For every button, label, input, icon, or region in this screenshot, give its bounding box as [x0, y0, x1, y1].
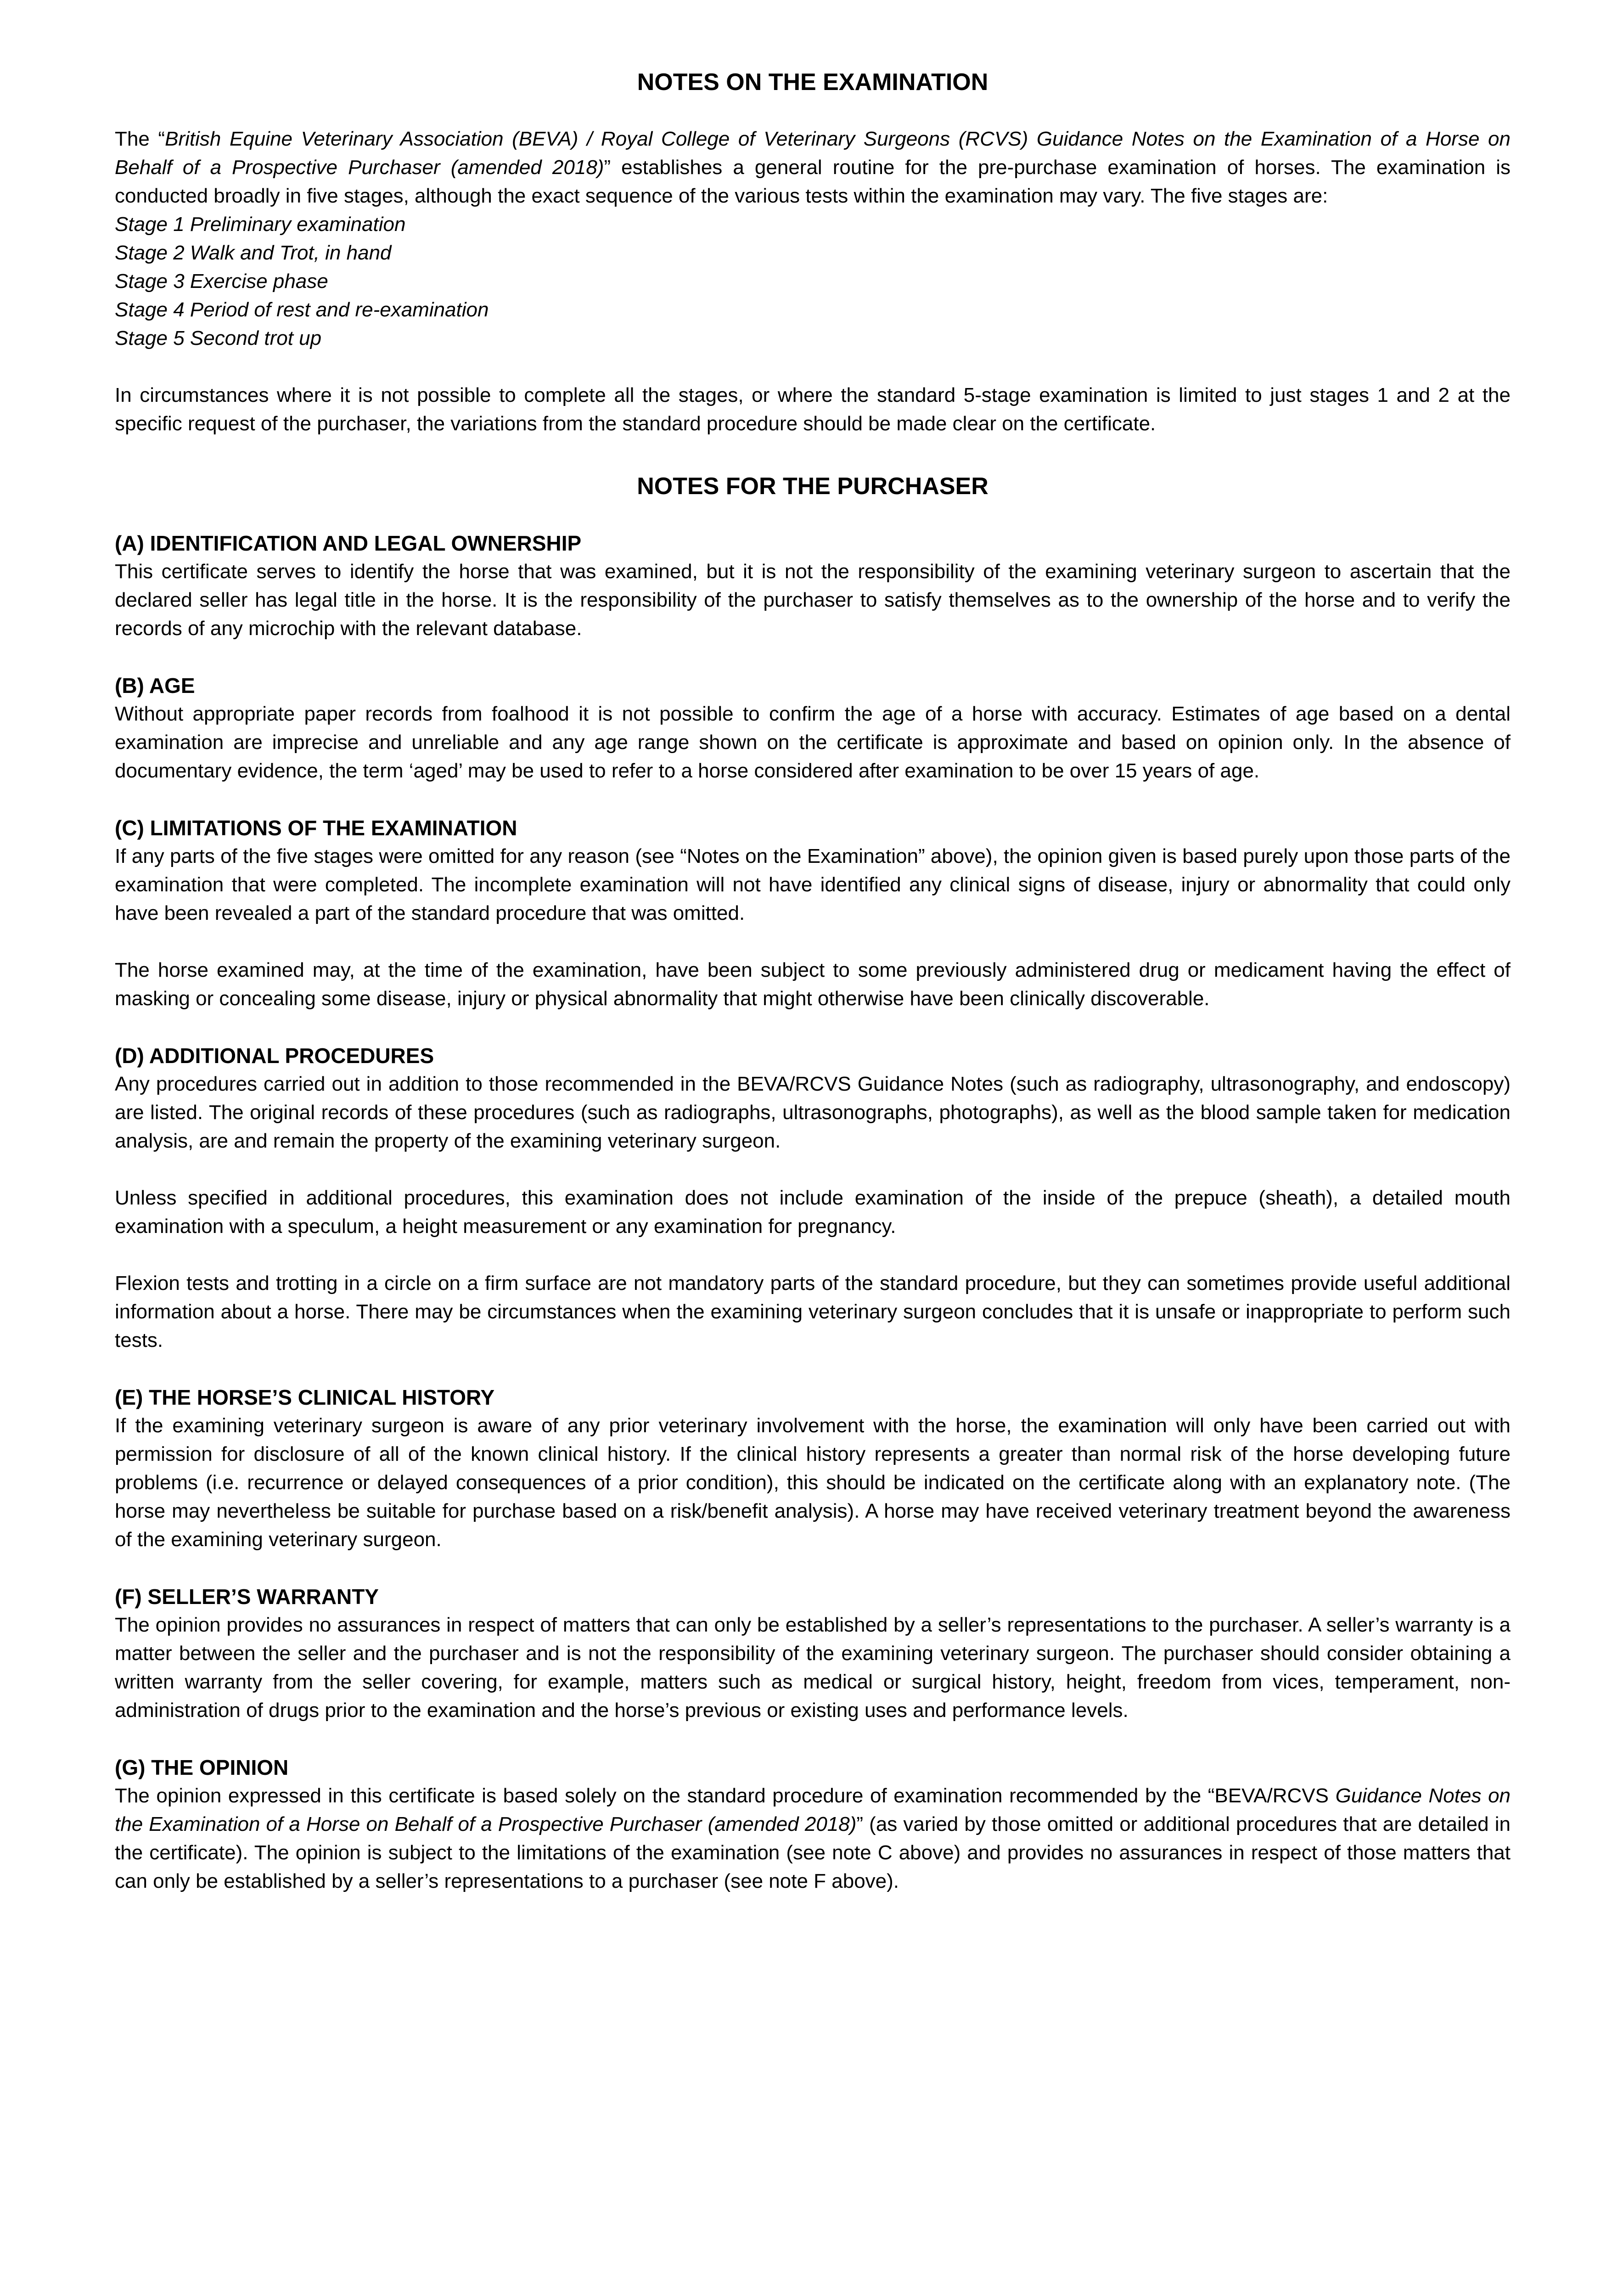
stage-list-item: Stage 3 Exercise phase — [115, 270, 328, 293]
section-paragraph — [115, 842, 1511, 928]
stage-list-item: Stage 5 Second trot up — [115, 327, 322, 349]
text-segment: Any procedures carried out in addition to those recommended in the BEVA/RCVS Guidance Notes (such as radiography, ultrasonography, and endoscopy) are listed. The original records of these procedures (such as radiographs, ultrasonographs, photographs), as well as the blood sample taken for medication analysis, are and remain the property of the examining veterinary surgeon. — [115, 1073, 1511, 1152]
stage-list-item: Stage 1 Preliminary examination — [115, 213, 406, 236]
purchaser-note-section-B — [115, 671, 1511, 785]
section-heading-C: (C) LIMITATIONS OF THE EXAMINATION — [115, 816, 517, 840]
section-paragraph — [115, 557, 1511, 643]
stage-list-item: Stage 4 Period of rest and re-examination — [115, 298, 489, 321]
text-segment: ” (as varied by those omitted or additional procedures that are detailed in the certificate). The opinion is subject to the limitations of the examination (see note C above) and provides no assurances in respect of those matters that can only be established by a seller’s representations to a purchaser (see note F above). — [115, 1813, 1511, 1892]
section-heading-F: (F) SELLER’S WARRANTY — [115, 1585, 379, 1609]
italic-text-segment: Guidance Notes on the Examination of a Horse on Behalf of a Prospective Purchaser (amended 2018) — [115, 1784, 1511, 1835]
text-segment: Without appropriate paper records from foalhood it is not possible to confirm the age of a horse with accuracy. Estimates of age based on a dental examination are imprecise and unreliable and any age range shown on the certificate is approximate and based on opinion only. In the absence of documentary evidence, the term ‘aged’ may be used to refer to a horse considered after examination to be over 15 years of age. — [115, 703, 1511, 782]
section-paragraph — [115, 1782, 1511, 1896]
section-heading-A: (A) IDENTIFICATION AND LEGAL OWNERSHIP — [115, 531, 582, 555]
italic-text-segment: British Equine Veterinary Association (BEVA) / Royal College of Veterinary Surgeons (RCVS) Guidance Notes on the Examination of a Horse on Behalf of a Prospective Purchaser (amended 2018) — [115, 128, 1511, 179]
text-segment: The opinion expressed in this certificate is based solely on the standard procedure of examination recommended by the “BEVA/RCVS — [115, 1784, 1336, 1807]
text-segment: Flexion tests and trotting in a circle on a firm surface are not mandatory parts of the standard procedure, but they can sometimes provide useful additional information about a horse. There may be circumstances when the examining veterinary surgeon concludes that it is unsafe or inappropriate to perform such tests. — [115, 1272, 1511, 1351]
notes-for-purchaser-title: NOTES FOR THE PURCHASER — [637, 473, 988, 500]
text-segment: Unless specified in additional procedures, this examination does not include examination of the inside of the prepuce (sheath), a detailed mouth examination with a speculum, a height measurement or any examination for pregnancy. — [115, 1187, 1511, 1238]
text-segment: This certificate serves to identify the horse that was examined, but it is not the responsibility of the examining veterinary surgeon to ascertain that the declared seller has legal title in the horse. It is the responsibility of the purchaser to satisfy themselves as to the ownership of the horse and to verify the records of any microchip with the relevant database. — [115, 560, 1511, 640]
text-segment: ” establishes a general routine for the pre-purchase examination of horses. The examination is conducted broadly in five stages, although the exact sequence of the various tests within the examination may vary. The five stages are: — [115, 156, 1511, 207]
notes-on-examination-title: NOTES ON THE EXAMINATION — [637, 69, 988, 96]
section-paragraph — [115, 1412, 1511, 1554]
stage-list-item: Stage 2 Walk and Trot, in hand — [115, 242, 392, 264]
section-heading-B: (B) AGE — [115, 674, 195, 698]
text-segment: If the examining veterinary surgeon is aware of any prior veterinary involvement with the horse, the examination will only have been carried out with permission for disclosure of all of the known clinical history. If the clinical history represents a greater than normal risk of the horse developing future problems (i.e. recurrence or delayed consequences of a prior condition), this should be indicated on the certificate along with an explanatory note. (The horse may nevertheless be suitable for purchase based on a risk/benefit analysis). A horse may have received veterinary treatment beyond the awareness of the examining veterinary surgeon. — [115, 1414, 1511, 1551]
text-segment: In circumstances where it is not possible to complete all the stages, or where the standard 5-stage examination is limited to just stages 1 and 2 at the specific request of the purchaser, the variations from the standard procedure should be made clear on the certificate. — [115, 384, 1511, 435]
purchaser-note-section-F — [115, 1582, 1511, 1725]
section-paragraph — [115, 1611, 1511, 1725]
intro-paragraph — [115, 125, 1511, 210]
purchaser-note-section-C — [115, 814, 1511, 1013]
section-paragraph — [115, 956, 1511, 1013]
page-content — [115, 68, 1511, 1896]
purchaser-note-section-E — [115, 1383, 1511, 1554]
section-paragraph — [115, 700, 1511, 785]
stages-list — [115, 210, 1511, 353]
purchaser-note-section-D — [115, 1041, 1511, 1355]
text-segment: The “ — [115, 128, 165, 150]
circumstances-paragraph — [115, 381, 1511, 438]
text-segment: The opinion provides no assurances in respect of matters that can only be established by a seller’s representations to the purchaser. A seller’s warranty is a matter between the seller and the purchaser and is not the responsibility of the examining veterinary surgeon. The purchaser should consider obtaining a written warranty from the seller covering, for example, matters such as medical or surgical history, height, freedom from vices, temperament, non-administration of drugs prior to the examination and the horse’s previous or existing uses and performance levels. — [115, 1614, 1511, 1722]
text-segment: If any parts of the five stages were omitted for any reason (see “Notes on the Examination” above), the opinion given is based purely upon those parts of the examination that were completed. The incomplete examination will not have identified any clinical signs of disease, injury or abnormality that could only have been revealed a part of the standard procedure that was omitted. — [115, 845, 1511, 924]
section-heading-D: (D) ADDITIONAL PROCEDURES — [115, 1044, 434, 1068]
section-heading-E: (E) THE HORSE’S CLINICAL HISTORY — [115, 1385, 495, 1409]
purchaser-sections-container — [115, 529, 1511, 1896]
section-paragraph — [115, 1184, 1511, 1241]
purchaser-note-section-A — [115, 529, 1511, 643]
section-paragraph — [115, 1269, 1511, 1355]
purchaser-note-section-G — [115, 1753, 1511, 1896]
text-segment: The horse examined may, at the time of the examination, have been subject to some previously administered drug or medicament having the effect of masking or concealing some disease, injury or physical abnormality that might otherwise have been clinically discoverable. — [115, 959, 1511, 1010]
section-paragraph — [115, 1070, 1511, 1155]
section-heading-G: (G) THE OPINION — [115, 1756, 289, 1779]
